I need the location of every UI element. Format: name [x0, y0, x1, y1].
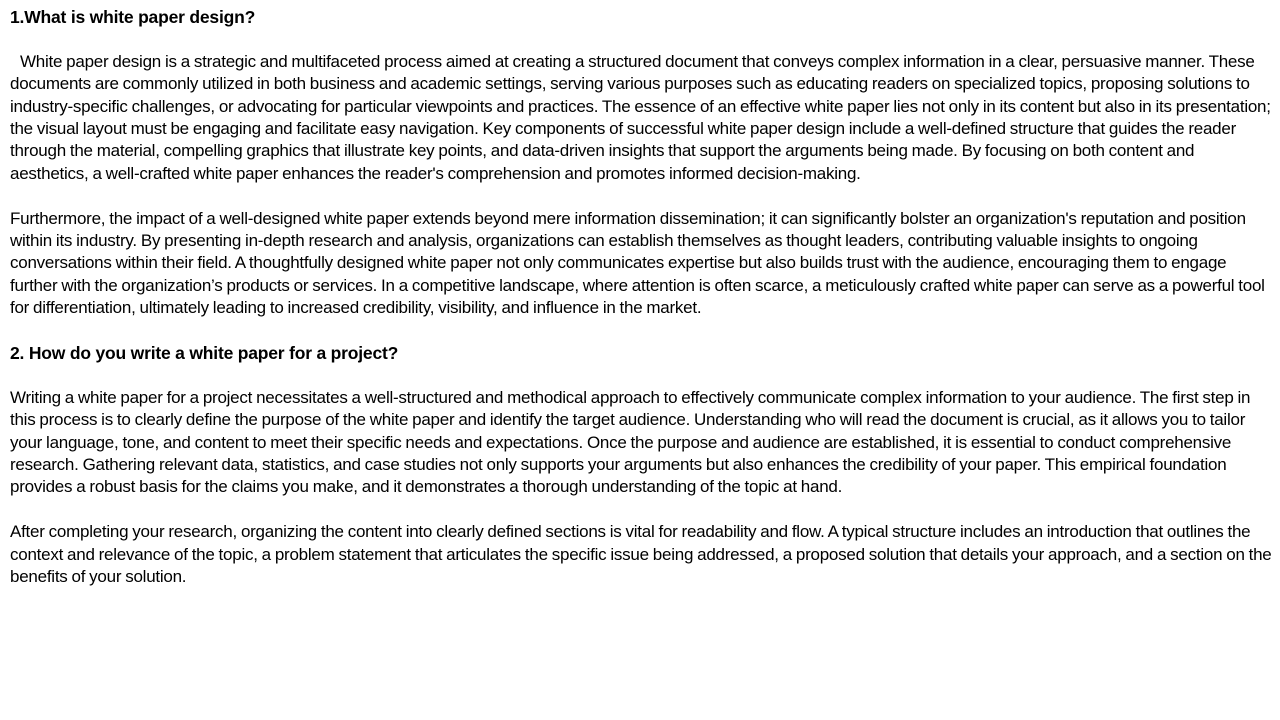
- spacer: [10, 320, 1276, 342]
- section-2-heading: 2. How do you write a white paper for a project?: [10, 343, 399, 364]
- document-body: [10, 6, 1276, 588]
- section-1-paragraph-1: [10, 51, 1276, 185]
- section-1-paragraph-2: Furthermore, the impact of a well-designed white paper extends beyond mere information dissemination; it can significantly bolster an organization's reputation and position within its industry. By presenting in-depth research and analysis, organizations can establish themselves as thought leaders, contributing valuable insights to ongoing conversations within their field. A thoughtfully designed white paper not only communicates expertise but also builds trust with the audience, encouraging them to engage further with the organization’s products or services. In a competitive landscape, where attention is often scarce, a meticulously crafted white paper can serve as a powerful tool for differentiation, ultimately leading to increased credibility, visibility, and influence in the market.: [10, 208, 1265, 318]
- section-2-paragraph-1: Writing a white paper for a project necessitates a well-structured and methodical approach to effectively communicate complex information to your audience. The first step in this process is to clearly define the purpose of the white paper and identify the target audience. Understanding who will read the document is crucial, as it allows you to tailor your language, tone, and content to meet their specific needs and expectations. Once the purpose and audience are established, it is essential to conduct comprehensive research. Gathering relevant data, statistics, and case studies not only supports your arguments but also enhances the credibility of your paper. This empirical foundation provides a robust basis for the claims you make, and it demonstrates a thorough understanding of the topic at hand.: [10, 387, 1251, 497]
- spacer: [10, 28, 1276, 50]
- section-2-paragraph-2: After completing your research, organizing the content into clearly defined sections is vital for readability and flow. A typical structure includes an introduction that outlines the context and relevance of the topic, a problem statement that articulates the specific issue being addressed, a proposed solution that details your approach, and a section on the benefits of your solution.: [10, 522, 1272, 587]
- spacer: [10, 499, 1276, 521]
- section-1-heading: 1.What is white paper design?: [10, 7, 256, 27]
- section-1-paragraph-1-text: White paper design is a strategic and multifaceted process aimed at creating a structured document that conveys complex information in a clear, persuasive manner. These documents are commonly utilized in both business and academic settings, serving various purposes such as educating readers on specialized topics, proposing solutions to industry-specific challenges, or advocating for particular viewpoints and practices. The essence of an effective white paper lies not only in its content but also in its presentation; the visual layout must be engaging and facilitate easy navigation. Key components of successful white paper design include a well-defined structure that guides the reader through the material, compelling graphics that illustrate key points, and data-driven insights that support the arguments being made. By focusing on both content and aesthetics, a well-crafted white paper enhances the reader's comprehension and promotes informed decision-making.: [10, 51, 1271, 183]
- spacer: [10, 364, 1276, 386]
- spacer: [10, 185, 1276, 207]
